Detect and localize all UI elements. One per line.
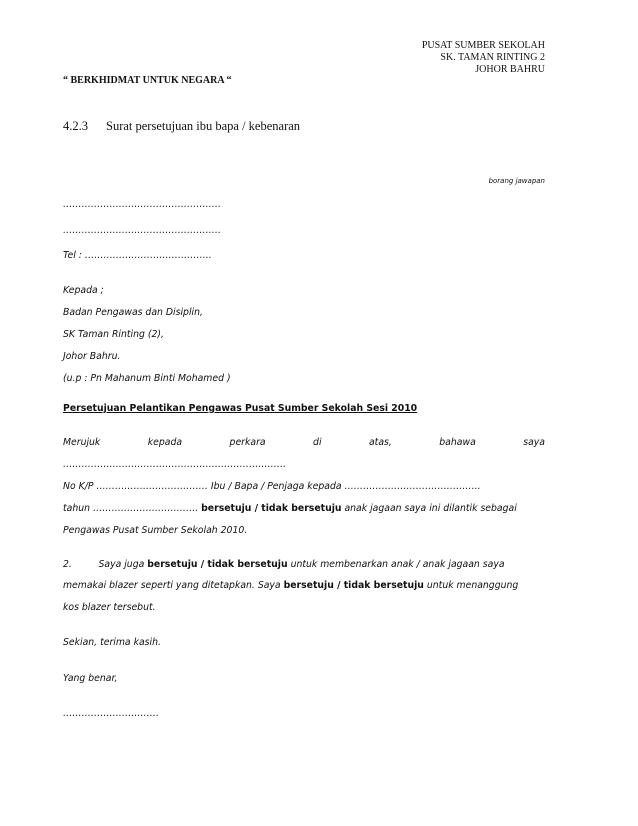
- word: atas,: [368, 437, 392, 448]
- word: kepada: [147, 437, 183, 448]
- section-heading: [63, 119, 545, 135]
- text: 2. Saya juga: [63, 559, 148, 570]
- word: perkara: [229, 437, 266, 448]
- section-number: 4.2.3: [63, 119, 88, 133]
- tahun-pre: tahun …………………………….: [63, 503, 202, 514]
- sender-address-line[interactable]: ……………………………………………: [63, 225, 222, 236]
- para2-line1: [63, 558, 545, 572]
- section-title: Surat persetujuan ibu bapa / kebenaran: [106, 119, 301, 133]
- closing-thanks: Sekian, terima kasih.: [63, 637, 161, 648]
- closing-signoff: Yang benar,: [63, 673, 118, 684]
- text: untuk menanggung: [423, 580, 519, 591]
- tahun-post: anak jagaan saya ini dilantik sebagai: [341, 503, 517, 514]
- para2-line2: [63, 579, 545, 593]
- consent-choice[interactable]: bersetuju / tidak bersetuju: [201, 503, 342, 514]
- consent-choice[interactable]: bersetuju / tidak bersetuju: [147, 559, 288, 570]
- school-name: PUSAT SUMBER SEKOLAH: [421, 40, 545, 51]
- motto: “ BERKHIDMAT UNTUK NEGARA “: [63, 75, 232, 86]
- word: Merujuk: [63, 437, 101, 448]
- word: di: [313, 437, 322, 448]
- parent-name-line[interactable]: ………………………………………………………………: [63, 459, 287, 470]
- sender-name-line[interactable]: ……………………………………………: [63, 199, 222, 210]
- signature-line[interactable]: ………………………….: [63, 708, 159, 719]
- word: saya: [523, 437, 545, 448]
- tahun-line: [63, 502, 545, 516]
- para1-line1: [63, 436, 545, 450]
- recipient-line: Kepada ;: [63, 285, 104, 296]
- consent-choice[interactable]: bersetuju / tidak bersetuju: [283, 580, 424, 591]
- form-label: borang jawapan: [488, 177, 545, 185]
- recipient-line: Badan Pengawas dan Disiplin,: [63, 307, 203, 318]
- school-city: JOHOR BAHRU: [475, 64, 545, 75]
- para1-end: Pengawas Pusat Sumber Sekolah 2010.: [63, 525, 248, 536]
- word: bahawa: [439, 437, 476, 448]
- para2-line3: kos blazer tersebut.: [63, 602, 156, 613]
- recipient-line: Johor Bahru.: [63, 351, 121, 362]
- school-branch: SK. TAMAN RINTING 2: [440, 52, 545, 63]
- text: untuk membenarkan anak / anak jagaan saya: [287, 559, 505, 570]
- nokp-line[interactable]: No K/P ……………………………… Ibu / Bapa / Penjaga kepada ……………………………………..: [63, 481, 481, 492]
- text: memakai blazer seperti yang ditetapkan. Saya: [63, 580, 284, 591]
- sender-tel-line[interactable]: Tel : …………………………………..: [63, 250, 212, 261]
- recipient-line: (u.p : Pn Mahanum Binti Mohamed ): [63, 373, 231, 384]
- subject-heading: [63, 402, 545, 416]
- recipient-line: SK Taman Rinting (2),: [63, 329, 164, 340]
- subject-text: Persetujuan Pelantikan Pengawas Pusat Sumber Sekolah Sesi 2010: [63, 403, 418, 414]
